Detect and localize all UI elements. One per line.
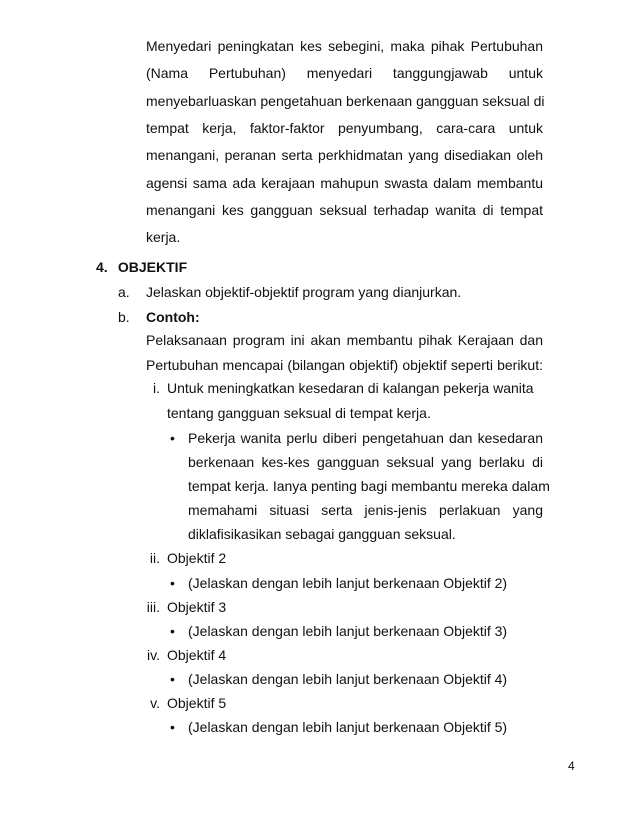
item-label: a. <box>118 284 130 300</box>
objective-title: Objektif 2 <box>167 550 227 566</box>
item-title: Contoh: <box>146 309 200 325</box>
objective-title: Objektif 4 <box>167 647 227 663</box>
intro-line: kerja. <box>146 229 181 245</box>
bullet-text-line: memahami situasi serta jenis-jenis perlakuan yang <box>188 502 543 518</box>
objective-title: Objektif 3 <box>167 599 227 615</box>
bullet-icon: • <box>170 430 175 446</box>
intro-line: Menyedari peningkatan kes sebegini, maka pihak Pertubuhan <box>146 38 543 54</box>
item-label: b. <box>118 309 130 325</box>
bullet-icon: • <box>170 671 175 687</box>
intro-line: (Nama Pertubuhan) menyedari tanggungjawab untuk <box>146 65 543 81</box>
bullet-text: (Jelaskan dengan lebih lanjut berkenaan Objektif 5) <box>188 719 508 735</box>
objective-title: Objektif 5 <box>167 695 227 711</box>
intro-line: agensi sama ada kerajaan mahupun swasta dalam membantu <box>146 175 543 191</box>
paragraph-line: Pelaksanaan program ini akan membantu pihak Kerajaan dan <box>146 332 543 348</box>
objective-numeral: v. <box>150 695 160 711</box>
bullet-icon: • <box>170 719 175 735</box>
bullet-text-line: berkenaan kes-kes gangguan seksual yang berlaku di <box>188 454 543 470</box>
objective-numeral: iv. <box>147 647 160 663</box>
section-title: OBJEKTIF <box>117 259 188 275</box>
paragraph-line: Pertubuhan mencapai (bilangan objektif) objektif seperti berikut: <box>146 357 543 373</box>
bullet-text-line: tempat kerja. Ianya penting bagi membantu mereka dalam <box>188 478 550 494</box>
item-text: Jelaskan objektif-objektif program yang dianjurkan. <box>146 284 462 300</box>
bullet-icon: • <box>170 575 175 591</box>
intro-line: menyebarluaskan pengetahuan berkenaan gangguan seksual di <box>146 93 545 109</box>
bullet-text: (Jelaskan dengan lebih lanjut berkenaan Objektif 2) <box>188 575 508 591</box>
section-number: 4. <box>96 259 108 275</box>
objective-title-line: Untuk meningkatkan kesedaran di kalangan pekerja wanita <box>167 380 534 396</box>
intro-line: tempat kerja, faktor-faktor penyumbang, cara-cara untuk <box>146 120 543 136</box>
bullet-icon: • <box>170 623 175 639</box>
intro-line: menangani kes gangguan seksual terhadap wanita di tempat <box>146 202 543 218</box>
bullet-text-line: Pekerja wanita perlu diberi pengetahuan dan kesedaran <box>188 430 543 446</box>
objective-title-line: tentang gangguan seksual di tempat kerja. <box>167 405 431 421</box>
objective-numeral: i. <box>153 380 160 396</box>
intro-line: menangani, peranan serta perkhidmatan yang disediakan oleh <box>146 147 543 163</box>
page-number: 4 <box>568 759 575 773</box>
objective-numeral: ii. <box>149 550 160 566</box>
bullet-text: (Jelaskan dengan lebih lanjut berkenaan Objektif 3) <box>188 623 508 639</box>
objective-numeral: iii. <box>146 599 160 615</box>
bullet-text: (Jelaskan dengan lebih lanjut berkenaan Objektif 4) <box>188 671 508 687</box>
section-heading <box>96 257 187 277</box>
bullet-text-line: diklafisikasikan sebagai gangguan seksual. <box>188 526 456 542</box>
